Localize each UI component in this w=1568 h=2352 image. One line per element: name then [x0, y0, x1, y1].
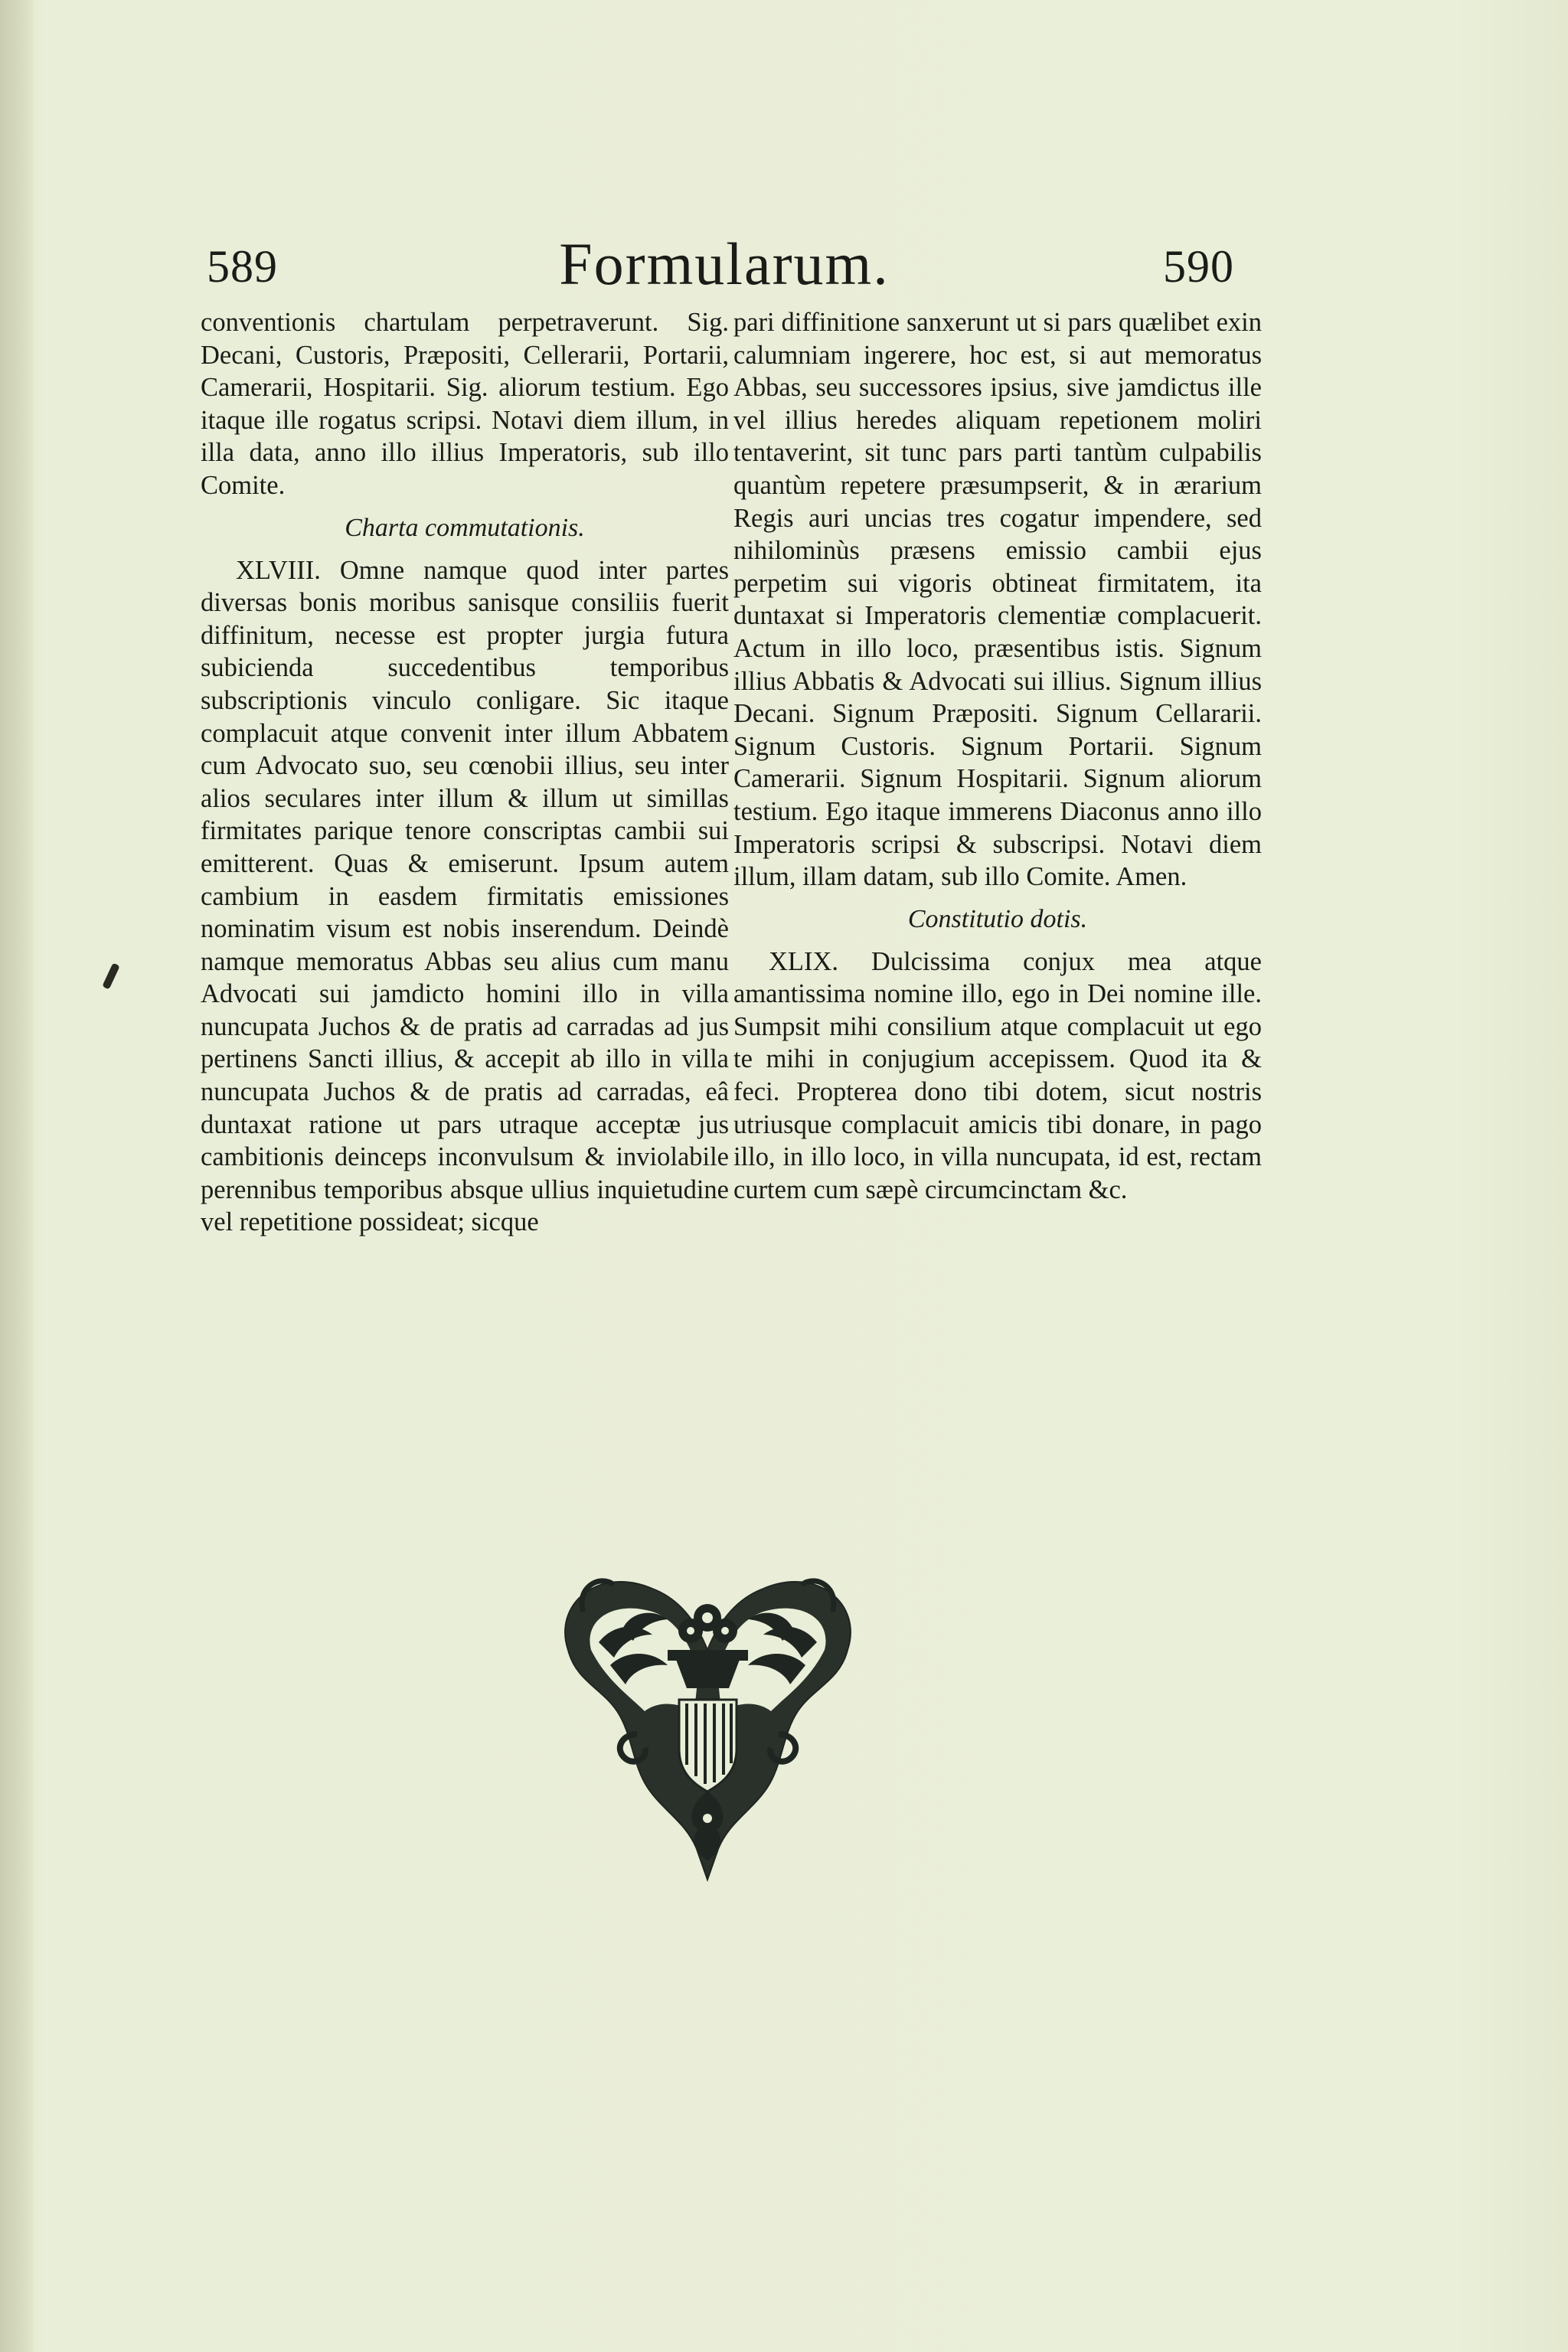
- left-page-number: 589: [207, 241, 278, 292]
- right-text-column: [733, 306, 1262, 1206]
- right-page-number: 590: [1163, 241, 1234, 292]
- right-paragraph-xlix: XLIX. Dulcissima conjux mea atque amantissima nomine illo, ego in Dei nomine ille. Sumpsit mihi consilium atque complacuit ut ego te mihi in conjugium accepissem. Quod ita & feci. Propterea dono tibi dotem, sicut nostris utriusque complacuit amicis tibi donare, in pago illo, in illo loco, in villa nuncupata, id est, rectam curtem cum sæpè circumcinctam &c.: [733, 946, 1262, 1204]
- left-paragraph-xlviii: XLVIII. Omne namque quod inter partes diversas bonis moribus sanisque consiliis fuerit diffinitum, necesse est propter jurgia futura subicienda succedentibus temporibus subscriptionis vinculo conligare. Sic itaque complacuit atque convenit inter illum Abbatem cum Advocato suo, seu cœnobii illius, seu inter alios seculares inter illum & illum ut simillas firmitates parique tenore conscriptas cambii sui emitterent. Quas & emiserunt. Ipsum autem cambium in easdem firmitatis emissiones nominatim visum est nobis inserendum. Deindè namque memoratus Abbas seu alius cum manu Advocati sui jamdicto homini illo in villa nuncupata Juchos & de pratis ad carradas ad jus pertinens Sancti illius, & accepit ab illo in villa nuncupata Juchos & de pratis ad carradas, eâ duntaxat ratione ut pars utraque acceptæ jus cambitionis deinceps inconvulsum & inviolabile perennibus temporibus absque ullius inquietudine vel repetitione possideat; sicque: [201, 555, 729, 1237]
- section-heading-constitutio-dotis: Constitutio dotis.: [907, 904, 1088, 933]
- running-head-title: [0, 230, 1242, 299]
- page-binding-shadow: [0, 0, 34, 2352]
- left-text-column: [201, 306, 729, 1239]
- margin-ink-mark: [102, 962, 119, 989]
- page-title: Formularum.: [559, 230, 890, 297]
- left-paragraph-continuation: conventionis chartulam perpetraverunt. Sig. Decani, Custoris, Præpositi, Cellerarii, Portarii, Camerarii, Hospitarii. Sig. aliorum testium. Ego itaque ille rogatus scripsi. Notavi diem illum, in illa data, anno illo illius Imperatoris, sub illo Comite.: [201, 308, 729, 500]
- right-paragraph-continuation: pari diffinitione sanxerunt ut si pars quælibet exin calumniam ingerere, hoc est, si aut memoratus Abbas, seu successores ipsius, sive jamdictus ille vel illius heredes aliquam repetionem moliri tentaverint, sit tunc pars parti tantùm culpabilis quantùm repetere præsumpserit, & in ærarium Regis auri uncias tres cogatur impendere, sed nihilominùs præsens emissio cambii ejus perpetim sui vigoris obtineat firmitatem, ita duntaxat si Imperatoris clementiæ complacuerit. Actum in illo loco, præsentibus istis. Signum illius Abbatis & Advocati sui illius. Signum illius Decani. Signum Præpositi. Signum Cellararii. Signum Custoris. Signum Portarii. Signum Camerarii. Signum Hospitarii. Signum aliorum testium. Ego itaque immerens Diaconus anno illo Imperatoris scripsi & subscripsi. Notavi diem illum, illam datam, sub illo Comite. Amen.: [733, 308, 1262, 892]
- floral-tailpiece-ornament-icon: [537, 1558, 878, 1887]
- section-heading-charta-commutationis: Charta commutationis.: [345, 513, 585, 542]
